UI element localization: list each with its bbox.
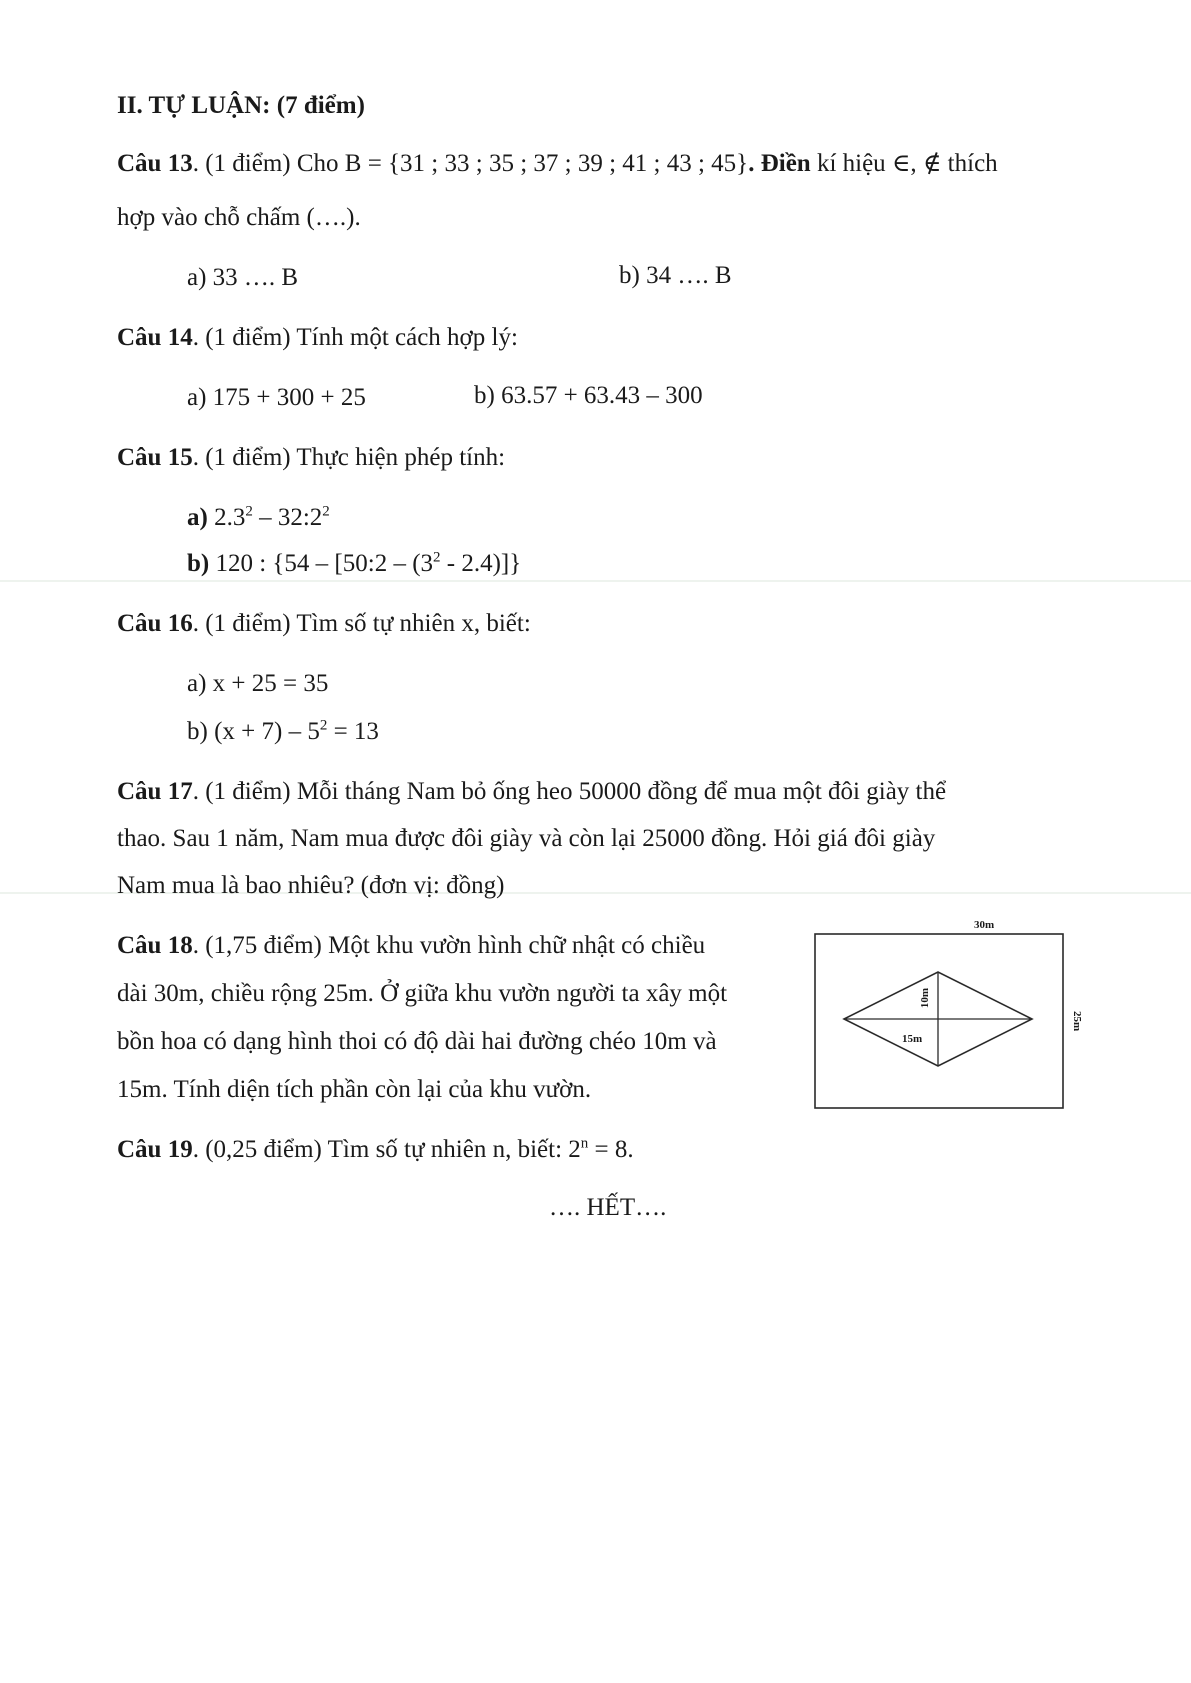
diagonal-short-label: 10m [919,988,931,1009]
garden-figure [806,918,1086,1116]
question-17-text-1: . (1 điểm) Mỗi tháng Nam bỏ ống heo 50000 đồng để mua một đôi giày thể [192,778,947,805]
question-15-part-a [187,502,330,534]
scan-artifact-line [0,580,1191,582]
question-18-text-1: . (1,75 điểm) Một khu vườn hình chữ nhật có chiều [192,932,706,959]
question-16-part-a: a) x + 25 = 35 [187,670,329,697]
question-18-line-3: bồn hoa có dạng hình thoi có độ dài hai đường chéo 10m và [117,1028,717,1055]
question-14-part-b: b) 63.57 + 63.43 – 300 [474,382,703,409]
question-14-label: Câu 14 [117,324,193,351]
diagonal-long-label: 15m [902,1033,923,1045]
question-14-text: . (1 điểm) Tính một cách hợp lý: [192,324,518,351]
question-16-b-text-2: = 13 [327,718,379,745]
question-13-line-2: hợp vào chỗ chấm (….). [117,204,361,231]
garden-length-label: 30m [974,919,995,931]
question-15-a-text-2: – 32:2 [252,504,323,531]
question-15-a-text-1: 2.3 [207,504,246,531]
question-16-part-b [187,716,379,748]
question-15-part-b [187,548,521,580]
question-15-a-exponent-1: 2 [245,503,253,520]
question-15-b-label: b) [187,550,210,577]
question-15-text: . (1 điểm) Thực hiện phép tính: [192,444,506,471]
question-14-part-a: a) 175 + 300 + 25 [187,384,366,411]
question-18-line-2: dài 30m, chiều rộng 25m. Ở giữa khu vườn người ta xây một [117,980,728,1007]
question-15-a-exponent-2: 2 [322,503,330,520]
question-15-label: Câu 15 [117,444,193,471]
question-19-text-end: = 8. [588,1136,634,1163]
question-18-line-1 [117,930,705,962]
question-19-text: . (0,25 điểm) Tìm số tự nhiên n, biết: 2 [192,1136,581,1163]
question-18-line-4: 15m. Tính diện tích phần còn lại của khu vườn. [117,1076,592,1103]
question-15-a-label: a) [187,504,208,531]
question-19-line [117,1134,634,1166]
question-19-exponent: n [580,1135,589,1152]
section-title: II. TỰ LUẬN: (7 điểm) [117,92,365,119]
question-17-line-3: Nam mua là bao nhiêu? (đơn vị: đồng) [117,872,505,899]
question-14-line [117,322,518,354]
question-13-part-b: b) 34 …. B [619,262,732,289]
end-marker: …. HẾT…. [549,1194,667,1221]
question-13-text-bold: . Điền [748,150,811,177]
question-15-line [117,442,505,474]
garden-width-label: 25m [1071,1011,1083,1032]
question-18-label: Câu 18 [117,932,193,959]
question-16-label: Câu 16 [117,610,193,637]
question-17-line-1 [117,776,946,808]
question-15-b-exponent: 2 [433,549,441,566]
question-16-text: . (1 điểm) Tìm số tự nhiên x, biết: [192,610,531,637]
question-13-part-a: a) 33 …. B [187,264,299,291]
question-13-text: . (1 điểm) Cho B = {31 ; 33 ; 35 ; 37 ; 39 ; 41 ; 43 ; 45} [192,150,749,177]
question-16-b-text-1: b) (x + 7) – 5 [187,718,320,745]
question-13-line-1 [117,148,998,180]
question-13-label: Câu 13 [117,150,193,177]
question-17-label: Câu 17 [117,778,193,805]
question-13-text-rest: kí hiệu ∈, ∉ thích [810,150,998,177]
question-16-line [117,608,531,640]
question-17-line-2: thao. Sau 1 năm, Nam mua được đôi giày và còn lại 25000 đồng. Hỏi giá đôi giày [117,825,936,852]
garden-rectangle [815,934,1063,1108]
question-15-b-text-2: - 2.4)]} [440,550,522,577]
question-19-label: Câu 19 [117,1136,193,1163]
question-15-b-text-1: 120 : {54 – [50:2 – (3 [209,550,434,577]
question-16-b-exponent: 2 [319,717,328,734]
